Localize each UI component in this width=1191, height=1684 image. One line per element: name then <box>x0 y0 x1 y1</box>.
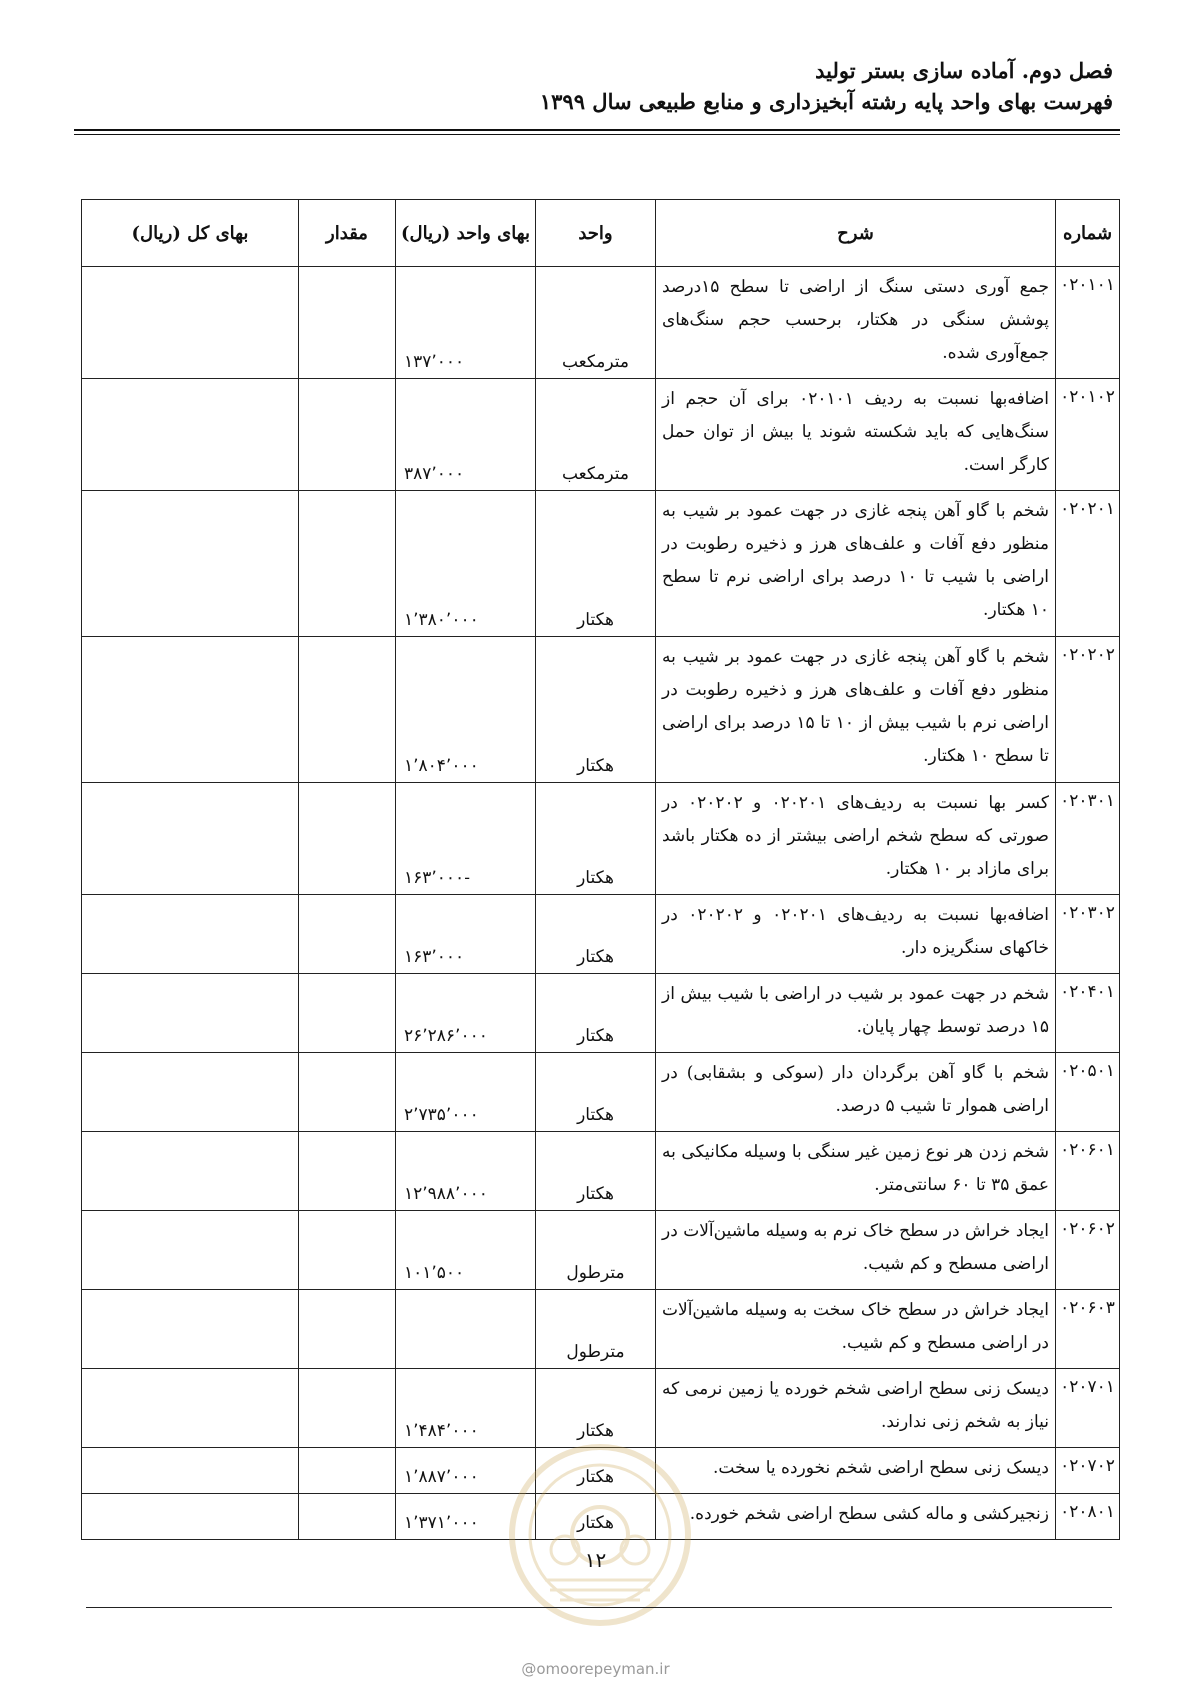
table-row <box>82 895 1120 974</box>
footer-rule <box>86 1607 1112 1608</box>
col-total-price: بهای کل (ریال) <box>82 200 299 267</box>
row-description: اضافه‌بها نسبت به ردیف‌های ۰۲۰۲۰۱ و ۰۲۰۲۰۲ در خاکهای سنگریزه دار. <box>656 895 1056 974</box>
row-total-price <box>82 1211 299 1290</box>
row-unit: هکتار <box>536 783 656 895</box>
row-unit: هکتار <box>536 1494 656 1540</box>
row-code: ۰۲۰۶۰۳ <box>1056 1290 1120 1369</box>
row-unit-price: ۱٬۸۰۴٬۰۰۰ <box>396 637 536 783</box>
row-total-price <box>82 1494 299 1540</box>
row-quantity <box>299 1369 396 1448</box>
row-quantity <box>299 1053 396 1132</box>
row-code: ۰۲۰۶۰۱ <box>1056 1132 1120 1211</box>
row-unit-price: ۱٬۳۷۱٬۰۰۰ <box>396 1494 536 1540</box>
row-total-price <box>82 267 299 379</box>
table-row <box>82 1369 1120 1448</box>
table-row <box>82 379 1120 491</box>
table-row <box>82 1053 1120 1132</box>
row-unit: هکتار <box>536 491 656 637</box>
row-total-price <box>82 379 299 491</box>
row-unit-price: ۱۳۷٬۰۰۰ <box>396 267 536 379</box>
row-unit: مترطول <box>536 1211 656 1290</box>
row-total-price <box>82 974 299 1053</box>
row-code: ۰۲۰۶۰۲ <box>1056 1211 1120 1290</box>
row-unit: هکتار <box>536 1053 656 1132</box>
table-row <box>82 783 1120 895</box>
row-total-price <box>82 895 299 974</box>
site-watermark: @omoorepeyman.ir <box>521 1660 670 1678</box>
page-number: ۱۲ <box>584 1548 607 1572</box>
row-description: دیسک زنی سطح اراضی شخم خورده یا زمین نرمی که نیاز به شخم زنی ندارند. <box>656 1369 1056 1448</box>
row-unit: هکتار <box>536 1132 656 1211</box>
row-code: ۰۲۰۳۰۲ <box>1056 895 1120 974</box>
row-unit: هکتار <box>536 1369 656 1448</box>
row-total-price <box>82 1369 299 1448</box>
row-code: ۰۲۰۷۰۲ <box>1056 1448 1120 1494</box>
row-quantity <box>299 267 396 379</box>
table-row <box>82 637 1120 783</box>
chapter-title: فصل دوم. آماده سازی بستر تولید <box>815 58 1113 83</box>
table-row <box>82 491 1120 637</box>
row-unit-price: ۱۲٬۹۸۸٬۰۰۰ <box>396 1132 536 1211</box>
table-row <box>82 1211 1120 1290</box>
row-code: ۰۲۰۱۰۱ <box>1056 267 1120 379</box>
row-total-price <box>82 1132 299 1211</box>
row-unit-price: -۱۶۳٬۰۰۰ <box>396 783 536 895</box>
row-quantity <box>299 974 396 1053</box>
row-description: اضافه‌بها نسبت به ردیف ۰۲۰۱۰۱ برای آن حجم از سنگ‌هایی که باید شکسته شوند یا بیش از توان حمل کارگر است. <box>656 379 1056 491</box>
row-unit: مترمکعب <box>536 267 656 379</box>
table-row <box>82 267 1120 379</box>
table-header-row <box>82 200 1120 267</box>
row-description: شخم با گاو آهن برگردان دار (سوکی و بشقابی) در اراضی هموار تا شیب ۵ درصد. <box>656 1053 1056 1132</box>
row-unit-price: ۱٬۳۸۰٬۰۰۰ <box>396 491 536 637</box>
row-description: شخم زدن هر نوع زمین غیر سنگی با وسیله مکانیکی به عمق ۳۵ تا ۶۰ سانتی‌متر. <box>656 1132 1056 1211</box>
row-description: ایجاد خراش در سطح خاک سخت به وسیله ماشین‌آلات در اراضی مسطح و کم شیب. <box>656 1290 1056 1369</box>
row-code: ۰۲۰۷۰۱ <box>1056 1369 1120 1448</box>
row-unit-price: ۲٬۷۳۵٬۰۰۰ <box>396 1053 536 1132</box>
table-row <box>82 1290 1120 1369</box>
row-quantity <box>299 637 396 783</box>
col-number: شماره <box>1056 200 1120 267</box>
row-description: زنجیرکشی و ماله کشی سطح اراضی شخم خورده. <box>656 1494 1056 1540</box>
seal-watermark-icon <box>505 1440 695 1630</box>
row-code: ۰۲۰۸۰۱ <box>1056 1494 1120 1540</box>
price-table <box>81 199 1120 1540</box>
row-unit: مترطول <box>536 1290 656 1369</box>
col-unit-price: بهای واحد (ریال) <box>396 200 536 267</box>
row-quantity <box>299 1290 396 1369</box>
row-unit-price: ۱۰۱٬۵۰۰ <box>396 1211 536 1290</box>
row-quantity <box>299 1448 396 1494</box>
row-quantity <box>299 783 396 895</box>
row-code: ۰۲۰۵۰۱ <box>1056 1053 1120 1132</box>
row-total-price <box>82 783 299 895</box>
row-unit: هکتار <box>536 1448 656 1494</box>
row-unit-price: ۱٬۴۸۴٬۰۰۰ <box>396 1369 536 1448</box>
row-unit: هکتار <box>536 637 656 783</box>
col-quantity: مقدار <box>299 200 396 267</box>
row-code: ۰۲۰۴۰۱ <box>1056 974 1120 1053</box>
table-row <box>82 974 1120 1053</box>
row-total-price <box>82 1053 299 1132</box>
row-description: شخم در جهت عمود بر شیب در اراضی با شیب بیش از ۱۵ درصد توسط چهار پایان. <box>656 974 1056 1053</box>
row-code: ۰۲۰۱۰۲ <box>1056 379 1120 491</box>
row-quantity <box>299 1494 396 1540</box>
row-code: ۰۲۰۲۰۲ <box>1056 637 1120 783</box>
row-unit: هکتار <box>536 974 656 1053</box>
page-header <box>73 56 1113 118</box>
row-description: کسر بها نسبت به ردیف‌های ۰۲۰۲۰۱ و ۰۲۰۲۰۲ در صورتی که سطح شخم اراضی بیشتر از ده هکتار باشد برای مازاد بر ۱۰ هکتار. <box>656 783 1056 895</box>
row-quantity <box>299 491 396 637</box>
row-description: شخم با گاو آهن پنجه غازی در جهت عمود بر شیب به منظور دفع آفات و علف‌های هرز و ذخیره رطوبت در اراضی با شیب تا ۱۰ درصد برای اراضی نرم تا سطح ۱۰ هکتار. <box>656 491 1056 637</box>
table-row <box>82 1132 1120 1211</box>
row-total-price <box>82 1290 299 1369</box>
row-unit-price <box>396 1290 536 1369</box>
row-unit-price: ۱٬۸۸۷٬۰۰۰ <box>396 1448 536 1494</box>
row-quantity <box>299 379 396 491</box>
row-total-price <box>82 1448 299 1494</box>
header-rule-thin <box>74 134 1120 135</box>
col-description: شرح <box>656 200 1056 267</box>
row-quantity <box>299 1211 396 1290</box>
row-total-price <box>82 637 299 783</box>
row-unit: مترمکعب <box>536 379 656 491</box>
col-unit: واحد <box>536 200 656 267</box>
row-unit-price: ۲۶٬۲۸۶٬۰۰۰ <box>396 974 536 1053</box>
row-quantity <box>299 1132 396 1211</box>
row-description: شخم با گاو آهن پنجه غازی در جهت عمود بر شیب به منظور دفع آفات و علف‌های هرز و ذخیره رطوبت در اراضی نرم با شیب بیش از ۱۰ تا ۱۵ درصد برای اراضی تا سطح ۱۰ هکتار. <box>656 637 1056 783</box>
row-description: جمع آوری دستی سنگ از اراضی تا سطح ۱۵درصد پوشش سنگی در هکتار، برحسب حجم سنگ‌های جمع‌آوری شده. <box>656 267 1056 379</box>
row-total-price <box>82 491 299 637</box>
list-title: فهرست بهای واحد پایه رشته آبخیزداری و منابع طبیعی سال ۱۳۹۹ <box>539 89 1113 114</box>
row-unit-price: ۳۸۷٬۰۰۰ <box>396 379 536 491</box>
row-description: دیسک زنی سطح اراضی شخم نخورده یا سخت. <box>656 1448 1056 1494</box>
row-quantity <box>299 895 396 974</box>
row-unit: هکتار <box>536 895 656 974</box>
row-unit-price: ۱۶۳٬۰۰۰ <box>396 895 536 974</box>
row-code: ۰۲۰۳۰۱ <box>1056 783 1120 895</box>
header-rule-thick <box>74 129 1120 131</box>
row-description: ایجاد خراش در سطح خاک نرم به وسیله ماشین‌آلات در اراضی مسطح و کم شیب. <box>656 1211 1056 1290</box>
row-code: ۰۲۰۲۰۱ <box>1056 491 1120 637</box>
